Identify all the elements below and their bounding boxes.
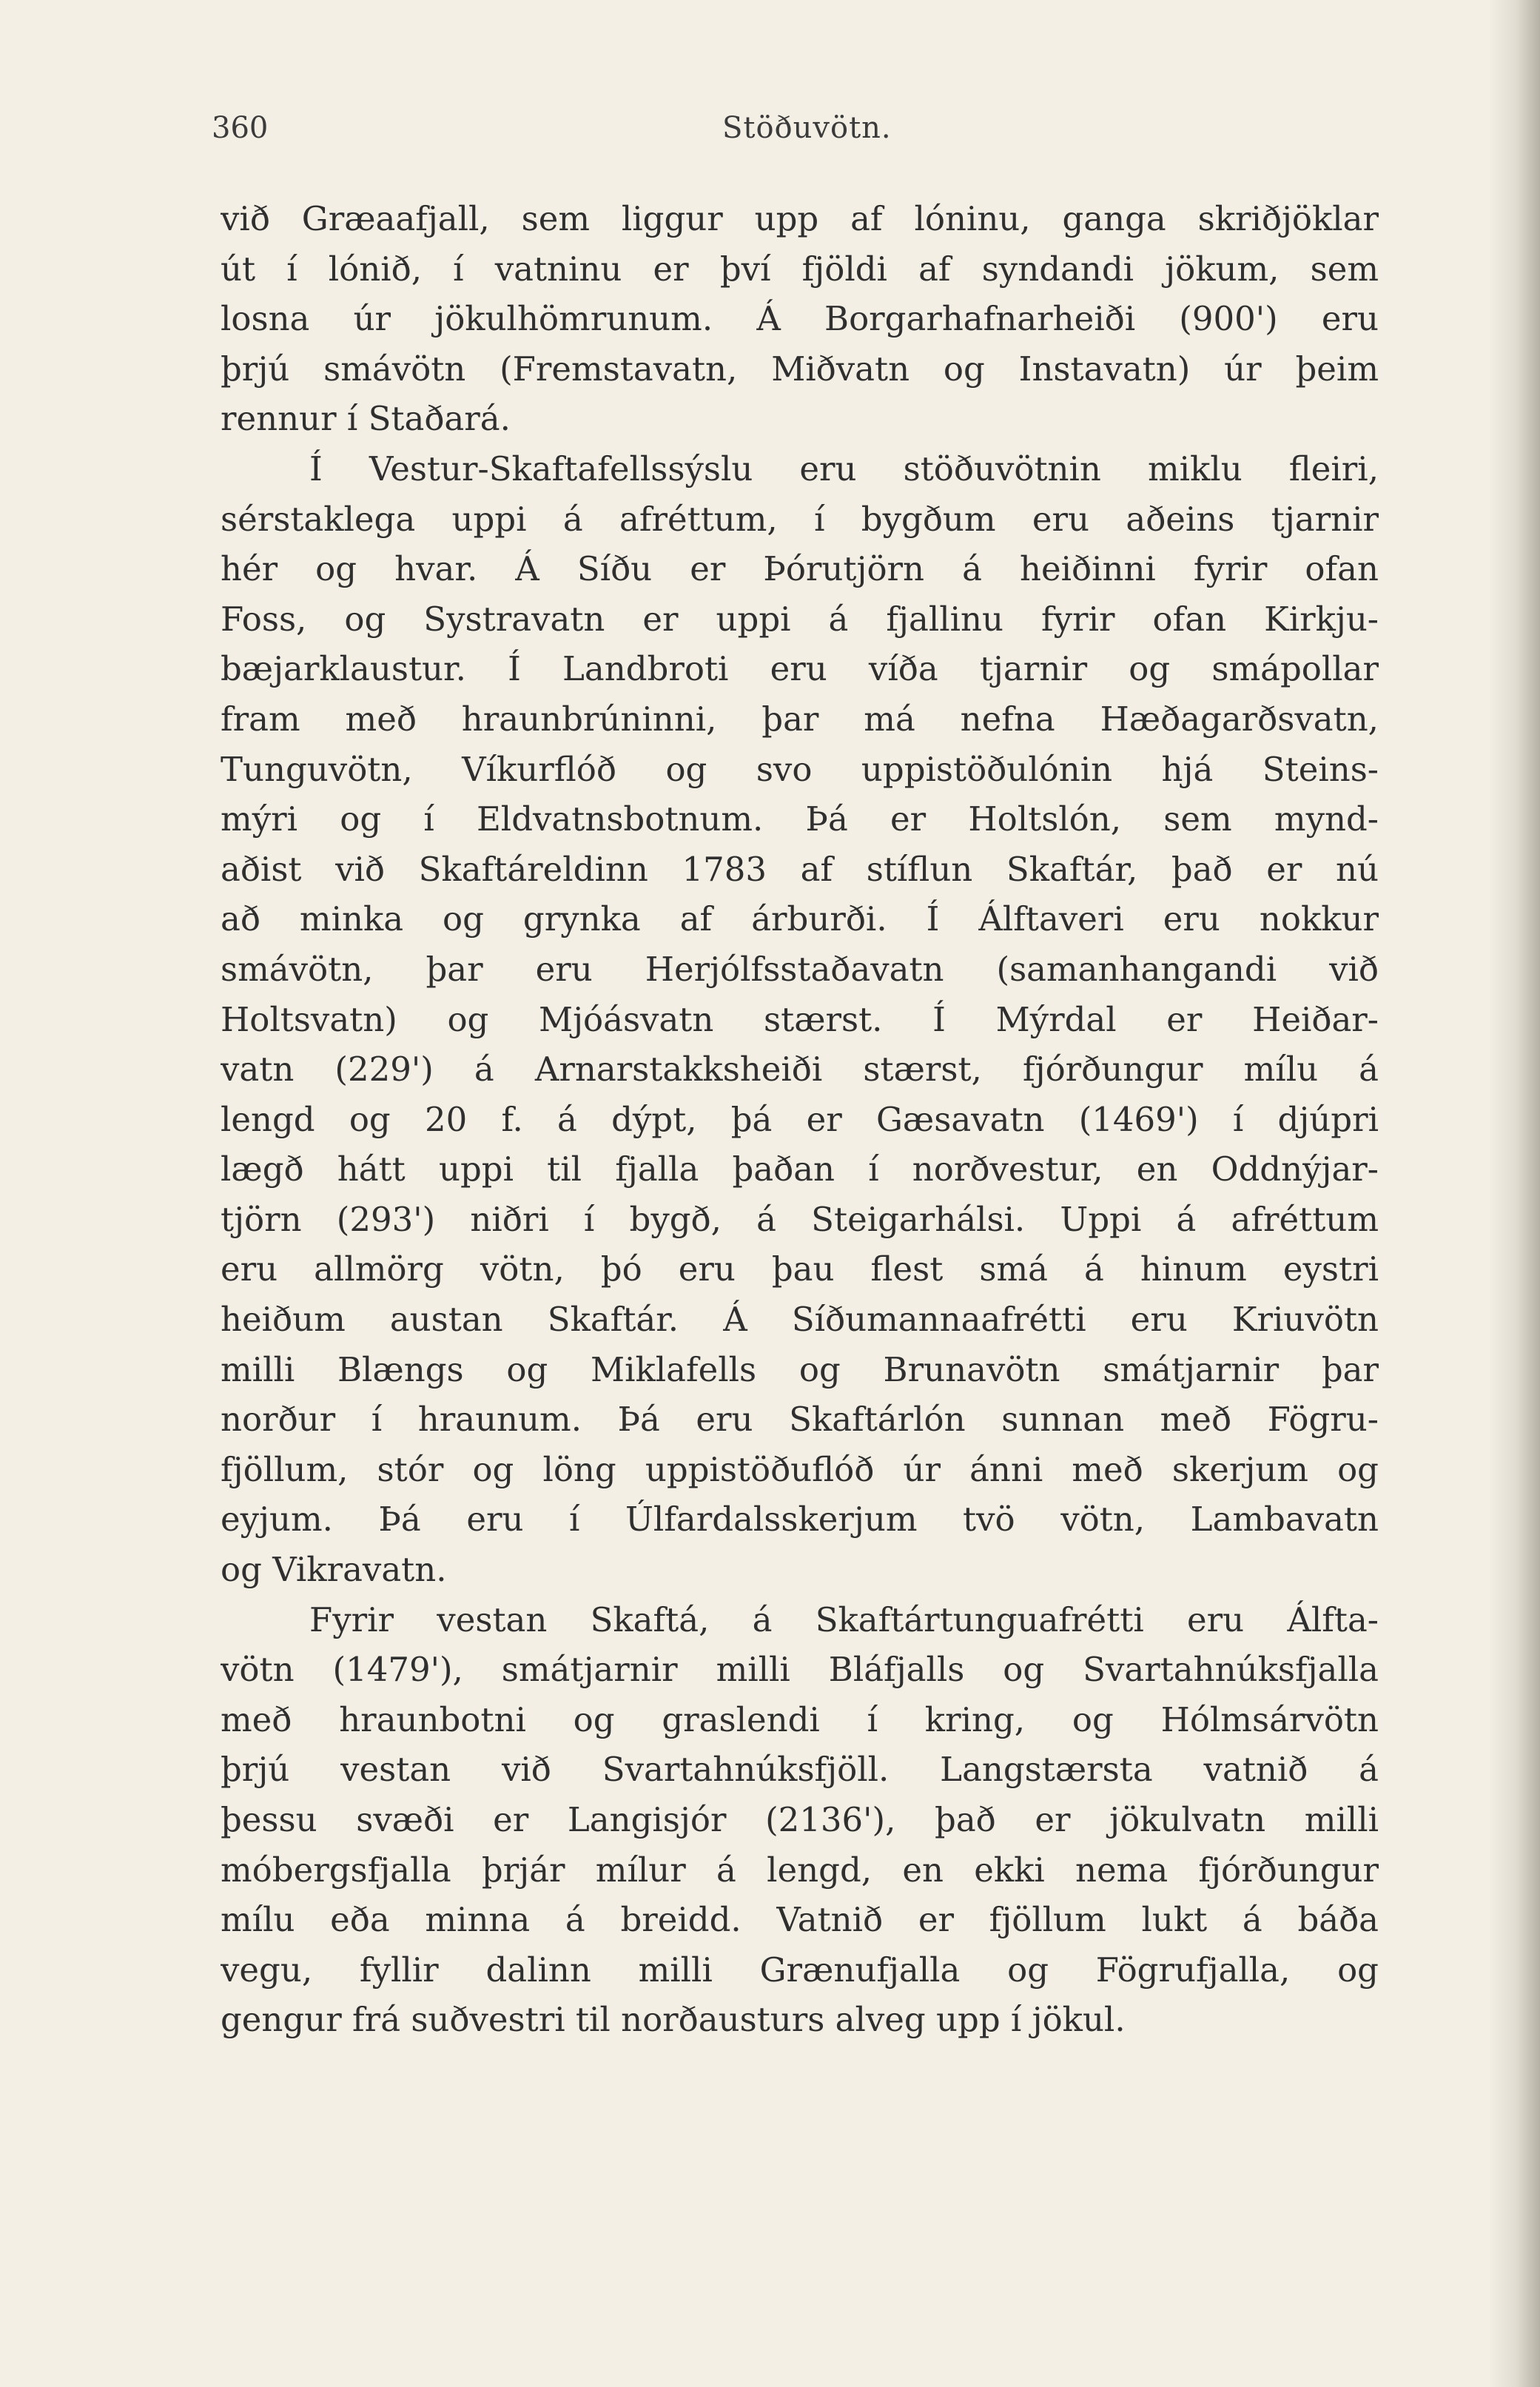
text-line: þrjú vestan við Svartahnúksfjöll. Langstærsta vatnið á [221, 1750, 1379, 1790]
text-line: vegu, fyllir dalinn milli Grænufjalla og Fögrufjalla, og [221, 1950, 1379, 1990]
text-line: mílu eða minna á breidd. Vatnið er fjöllum lukt á báða [221, 1900, 1379, 1940]
text-line: móbergsfjalla þrjár mílur á lengd, en ekki nema fjórðungur [221, 1850, 1379, 1890]
text-line: norður í hraunum. Þá eru Skaftárlón sunnan með Fögru- [221, 1400, 1379, 1440]
text-line: þessu svæði er Langisjór (2136'), það er jökulvatn milli [221, 1800, 1379, 1839]
text-line: eru allmörg vötn, þó eru þau flest smá á hinum eystri [221, 1249, 1379, 1289]
page-edge-shadow [1488, 0, 1540, 2387]
text-line: aðist við Skaftáreldinn 1783 af stíflun Skaftár, það er nú [221, 849, 1379, 889]
running-title: Stöðuvötn. [722, 111, 892, 145]
text-line: út í lónið, í vatninu er því fjöldi af syndandi jökum, sem [221, 249, 1379, 289]
text-line: hér og hvar. Á Síðu er Þórutjörn á heiðinni fyrir ofan [221, 549, 1379, 589]
text-line: með hraunbotni og graslendi í kring, og Hólmsárvötn [221, 1699, 1379, 1739]
text-line: fjöllum, stór og löng uppistöðuflóð úr ánni með skerjum og [221, 1449, 1379, 1489]
text-line: heiðum austan Skaftár. Á Síðumannaafrétti eru Kriuvötn [221, 1300, 1379, 1340]
text-line: milli Blængs og Miklafells og Brunavötn smátjarnir þar [221, 1349, 1379, 1389]
page-number: 360 [212, 111, 269, 145]
text-line: vötn (1479'), smátjarnir milli Bláfjalls og Svartahnúksfjalla [221, 1650, 1379, 1690]
text-line: gengur frá suðvestri til norðausturs alveg upp í jökul. [221, 2000, 1126, 2040]
text-line: fram með hraunbrúninni, þar má nefna Hæðagarðsvatn, [221, 699, 1379, 739]
text-line: Tunguvötn, Víkurflóð og svo uppistöðulónin hjá Steins- [221, 749, 1379, 789]
text-line: og Vikravatn. [221, 1550, 447, 1590]
text-line: bæjarklaustur. Í Landbroti eru víða tjarnir og smápollar [221, 649, 1379, 689]
text-line: rennur í Staðará. [221, 399, 511, 439]
text-line: tjörn (293') niðri í bygð, á Steigarhálsi. Uppi á afréttum [221, 1199, 1379, 1239]
text-line: sérstaklega uppi á afréttum, í bygðum eru aðeins tjarnir [221, 499, 1379, 539]
text-line: Fyrir vestan Skaftá, á Skaftártunguafrétti eru Álfta- [309, 1599, 1379, 1639]
text-line: losna úr jökulhömrunum. Á Borgarhafnarheiði (900') eru [221, 299, 1379, 339]
text-line: lengd og 20 f. á dýpt, þá er Gæsavatn (1469') í djúpri [221, 1099, 1379, 1139]
text-line: þrjú smávötn (Fremstavatn, Miðvatn og Instavatn) úr þeim [221, 349, 1379, 389]
text-line: að minka og grynka af árburði. Í Álftaveri eru nokkur [221, 899, 1379, 939]
text-line: mýri og í Eldvatnsbotnum. Þá er Holtslón, sem mynd- [221, 799, 1379, 839]
text-line: eyjum. Þá eru í Úlfardalsskerjum tvö vötn, Lambavatn [221, 1500, 1379, 1540]
text-line: lægð hátt uppi til fjalla þaðan í norðvestur, en Oddnýjar- [221, 1149, 1379, 1189]
text-line: vatn (229') á Arnarstakksheiði stærst, fjórðungur mílu á [221, 1050, 1379, 1090]
running-head [212, 111, 1373, 158]
text-line: Foss, og Systravatn er uppi á fjallinu fyrir ofan Kirkju- [221, 599, 1379, 639]
text-line: smávötn, þar eru Herjólfsstaðavatn (samanhangandi við [221, 949, 1379, 989]
text-line: Holtsvatn) og Mjóásvatn stærst. Í Mýrdal er Heiðar- [221, 999, 1379, 1039]
text-line: við Græaafjall, sem liggur upp af lóninu, ganga skriðjöklar [221, 199, 1379, 238]
text-line: Í Vestur-Skaftafellssýslu eru stöðuvötnin miklu fleiri, [309, 449, 1379, 489]
body-text [221, 194, 1379, 2045]
